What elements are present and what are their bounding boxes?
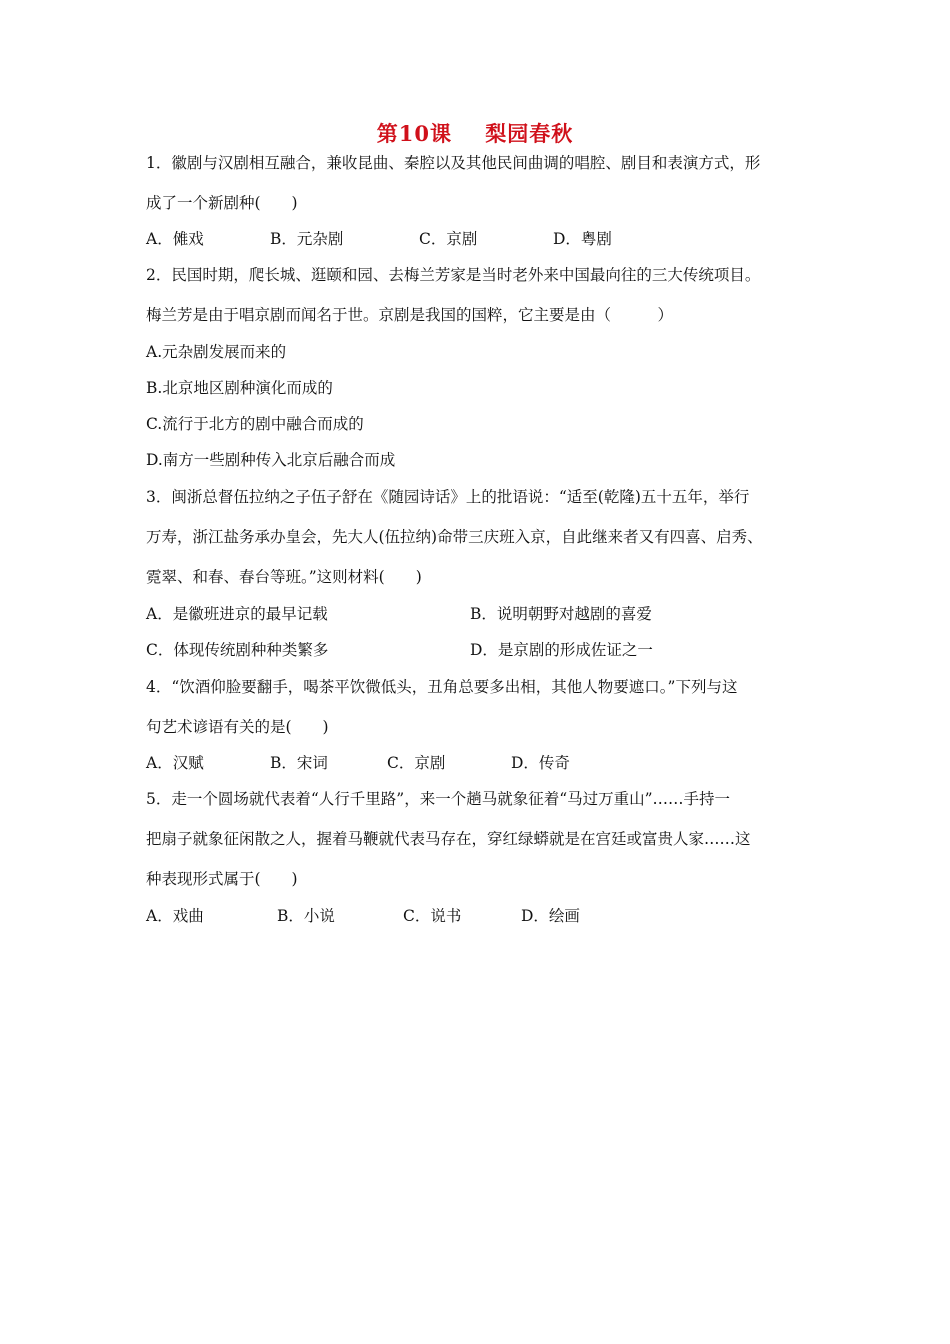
question-3-option-a: A．是徽班进京的最早记载 xyxy=(146,605,328,623)
question-5-option-c: C．说书 xyxy=(403,907,462,925)
question-2-option-b: B.北京地区剧种演化而成的 xyxy=(146,379,333,397)
question-2-line-1: 2．民国时期，爬长城、逛颐和园、去梅兰芳家是当时老外来中国最向往的三大传统项目。 xyxy=(146,266,761,284)
question-4-option-c: C．京剧 xyxy=(387,754,446,772)
question-4-line-1: 4．“饮酒仰脸要翻手，喝茶平饮微低头，丑角总要多出相，其他人物要遮口。”下列与这 xyxy=(146,678,738,696)
question-4-option-b: B．宋词 xyxy=(270,754,328,772)
question-3-option-d: D．是京剧的形成佐证之一 xyxy=(470,641,653,659)
question-4-option-a: A．汉赋 xyxy=(146,754,204,772)
question-5-line-1: 5．走一个圆场就代表着“人行千里路”，来一个趟马就象征着“马过万重山”……手持一 xyxy=(146,790,731,808)
question-1-option-a: A．傩戏 xyxy=(146,230,204,248)
question-5-option-d: D．绘画 xyxy=(521,907,580,925)
question-3-line-2: 万寿，浙江盐务承办皇会，先大人(伍拉纳)命带三庆班入京，自此继来者又有四喜、启秀、 xyxy=(146,528,763,546)
question-3-option-c: C．体现传统剧种种类繁多 xyxy=(146,641,329,659)
lesson-title: 第10课 梨园春秋 xyxy=(376,121,574,146)
question-5-line-2: 把扇子就象征闲散之人，握着马鞭就代表马存在，穿红绿蟒就是在宫廷或富贵人家……这 xyxy=(146,830,751,848)
question-5-line-3: 种表现形式属于( ) xyxy=(146,870,298,888)
question-1-option-b: B．元杂剧 xyxy=(270,230,344,248)
question-4-line-2: 句艺术谚语有关的是( ) xyxy=(146,718,329,736)
question-4-option-d: D．传奇 xyxy=(511,754,570,772)
question-3-option-b: B．说明朝野对越剧的喜爱 xyxy=(470,605,652,623)
question-1-option-c: C．京剧 xyxy=(419,230,478,248)
question-2-option-d: D.南方一些剧种传入北京后融合而成 xyxy=(146,451,396,469)
question-3-line-3: 霓翠、和春、春台等班。”这则材料( ) xyxy=(146,568,422,586)
question-5-option-b: B．小说 xyxy=(277,907,335,925)
question-1-line-1: 1．徽剧与汉剧相互融合，兼收昆曲、秦腔以及其他民间曲调的唱腔、剧目和表演方式，形 xyxy=(146,154,761,172)
question-3-line-1: 3．闽浙总督伍拉纳之子伍子舒在《随园诗话》上的批语说：“适至(乾隆)五十五年，举行 xyxy=(146,488,750,506)
question-2-option-a: A.元杂剧发展而来的 xyxy=(146,343,287,361)
question-2-line-2: 梅兰芳是由于唱京剧而闻名于世。京剧是我国的国粹，它主要是由（ ） xyxy=(146,306,674,324)
question-2-option-c: C.流行于北方的剧中融合而成的 xyxy=(146,415,364,433)
question-1-line-2: 成了一个新剧种( ) xyxy=(146,194,298,212)
question-5-option-a: A．戏曲 xyxy=(146,907,204,925)
question-1-option-d: D．粤剧 xyxy=(553,230,612,248)
